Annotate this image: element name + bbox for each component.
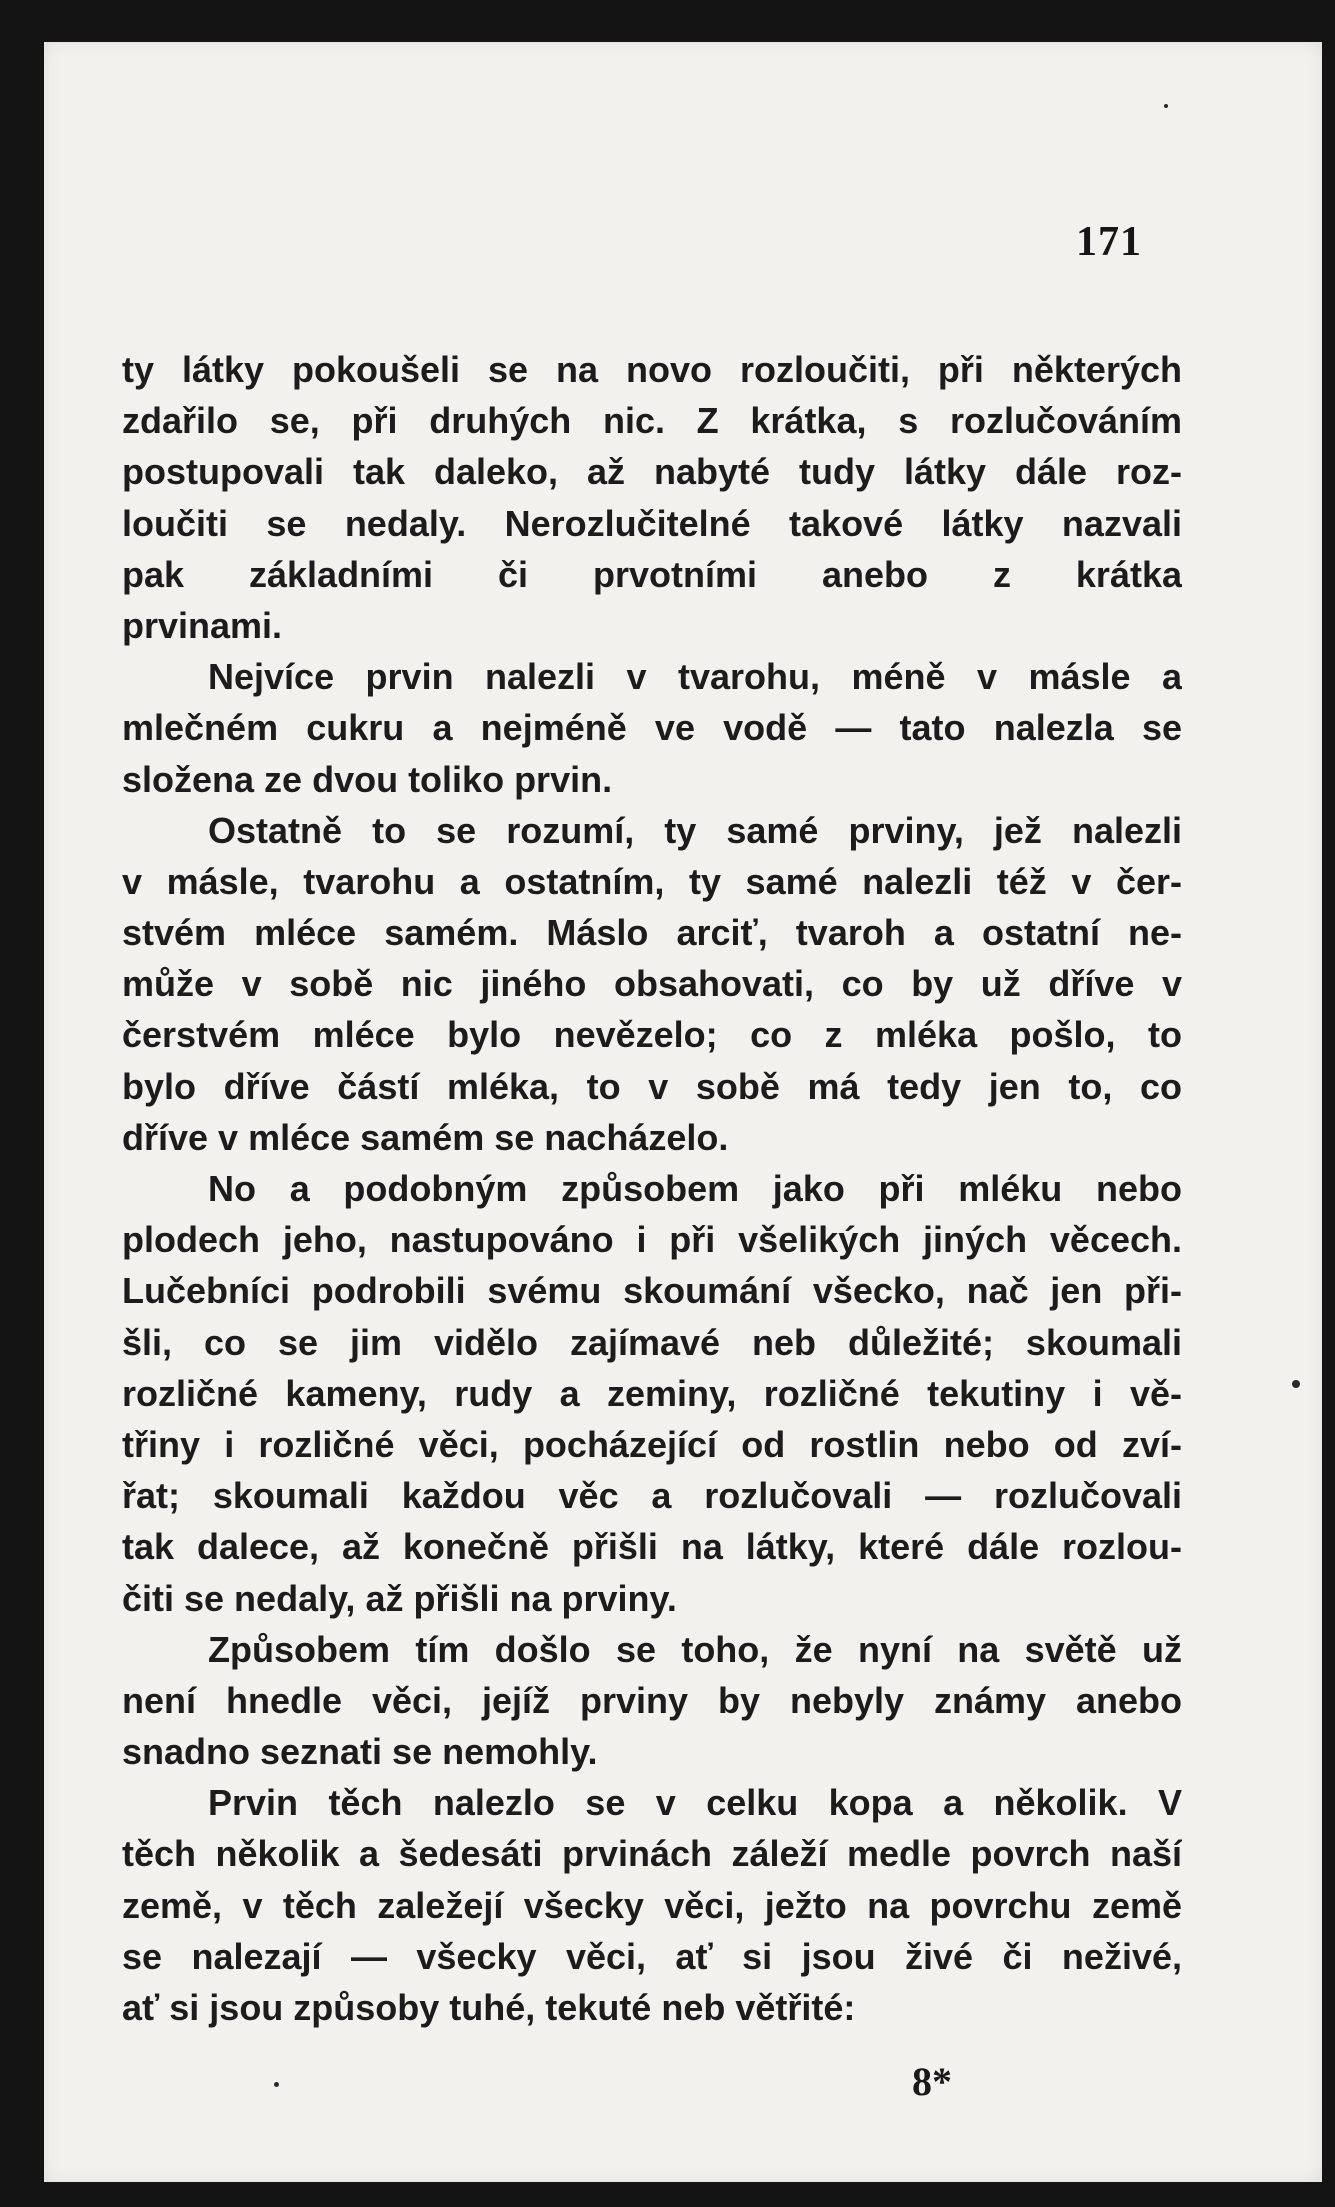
text-line: rozličné kameny, rudy a zeminy, rozličné tekutiny i vě- [122,1372,1182,1414]
text-line: ty látky pokoušeli se na novo rozloučiti, při některých [122,349,1182,390]
ink-speck [1292,1380,1300,1388]
text-line: šli, co se jim vidělo zajímavé neb důležité; skoumali [122,1321,1182,1363]
book-page [44,42,1322,2182]
text-line: Lučebníci podrobili svému skoumání všecko, nač jen při- [122,1270,1182,1312]
text-line: Prvin těch nalezlo se v celku kopa a několik. V [208,1782,1182,1824]
text-line: ať si jsou způsoby tuhé, tekuté neb větřité: [122,1987,856,2028]
text-line: stvém mléce samém. Máslo arciť, tvaroh a ostatní ne- [122,912,1182,954]
text-line: v másle, tvarohu a ostatním, ty samé nalezli též v čer- [122,860,1182,902]
text-line: dříve v mléce samém se nacházelo. [122,1116,729,1158]
text-line: Způsobem tím došlo se toho, že nyní na světě už [208,1628,1182,1670]
text-line: Nejvíce prvin nalezli v tvarohu, méně v másle a [208,656,1182,698]
body-text [122,344,1182,2033]
text-line: se nalezají — všecky věci, ať si jsou živé či neživé, [122,1935,1182,1977]
text-line: těch několik a šedesáti prvinách záleží medle povrch naší [122,1833,1182,1875]
text-line: loučiti se nedaly. Nerozlučitelné takové látky nazvali [122,502,1182,544]
text-line: plodech jeho, nastupováno i při všelikých jiných věcech. [122,1219,1182,1261]
ink-speck [274,2082,279,2087]
page-number: 171 [1076,219,1142,265]
text-line: řat; skoumali každou věc a rozlučovali — rozlučovali [122,1475,1182,1517]
ink-speck [1164,104,1168,108]
text-line: zdařilo se, při druhých nic. Z krátka, s rozlučováním [122,400,1182,442]
text-line: není hnedle věci, jejíž prviny by nebyly známy anebo [122,1679,1182,1721]
text-line: tak dalece, až konečně přišli na látky, které dále rozlou- [122,1526,1182,1568]
text-line: třiny i rozličné věci, pocházející od rostlin nebo od zví- [122,1423,1182,1465]
text-line: mlečném cukru a nejméně ve vodě — tato nalezla se [122,707,1182,749]
text-line: bylo dříve částí mléka, to v sobě má tedy jen to, co [122,1065,1182,1107]
text-line: čerstvém mléce bylo nevězelo; co z mléka pošlo, to [122,1014,1182,1056]
text-line: Ostatně to se rozumí, ty samé prviny, jež nalezli [208,809,1182,851]
text-line: může v sobě nic jiného obsahovati, co by už dříve v [122,963,1182,1005]
text-line: postupovali tak daleko, až nabyté tudy látky dále roz- [122,451,1182,493]
text-line: prvinami. [122,604,283,646]
text-line: pak základními či prvotními anebo z krátka [122,553,1182,595]
text-line: snadno seznati se nemohly. [122,1731,598,1773]
text-line: složena ze dvou toliko prvin. [122,758,613,800]
printer-signature-mark: 8* [912,2059,952,2104]
text-line: čiti se nedaly, až přišli na prviny. [122,1577,677,1619]
text-line: země, v těch zaležejí všecky věci, ježto na povrchu země [122,1884,1182,1926]
text-line: No a podobným způsobem jako při mléku nebo [208,1168,1182,1209]
